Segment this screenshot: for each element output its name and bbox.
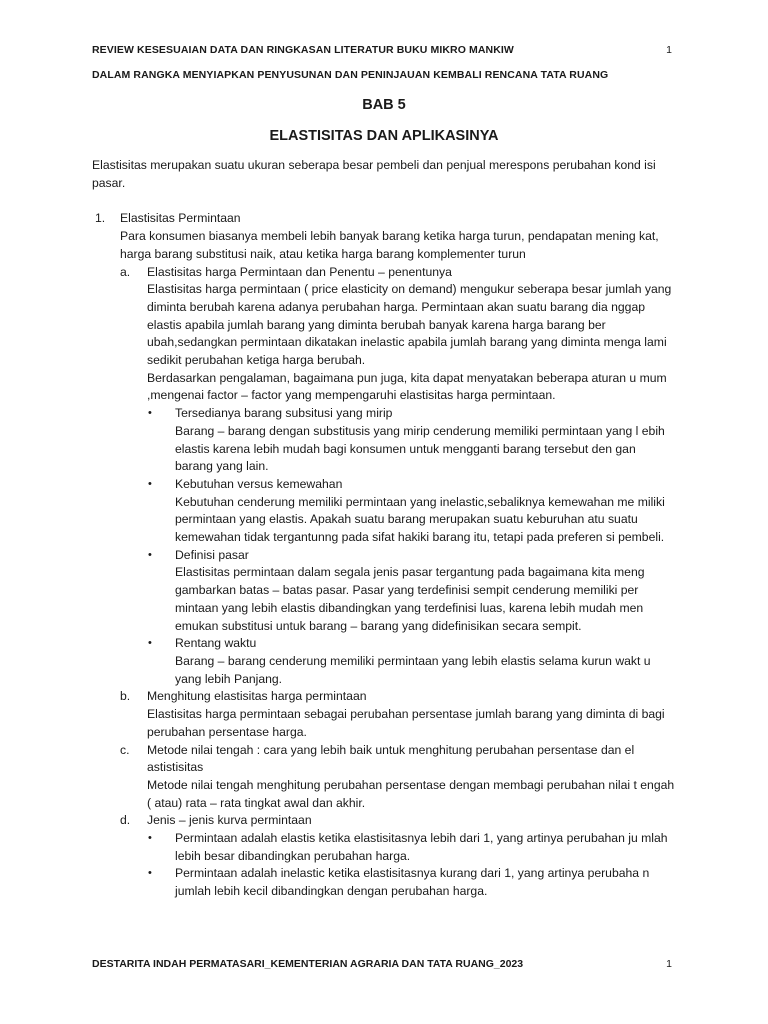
subsection-a-title: Elastisitas harga Permintaan dan Penentu – penentunya <box>147 264 452 279</box>
list-item <box>147 405 676 476</box>
footer-text: DESTARITA INDAH PERMATASARI_KEMENTERIAN AGRARIA DAN TATA RUANG_2023 <box>92 958 524 970</box>
section-1-title: Elastisitas Permintaan <box>120 211 241 226</box>
chapter-title: ELASTISITAS DAN APLIKASINYA <box>269 128 499 144</box>
list-item <box>147 635 676 688</box>
header-page-number: 1 <box>666 44 672 56</box>
bullet-icon: • <box>148 548 152 561</box>
subsection-c-marker: c. <box>120 742 130 757</box>
subsection-b-marker: b. <box>120 689 131 704</box>
bullet-text: Barang – barang cenderung memiliki permintaan yang lebih elastis selama kurun wakt u yang lebih Panjang. <box>175 653 651 686</box>
section-1 <box>92 210 676 900</box>
list-item <box>147 830 676 865</box>
bullet-title: Rentang waktu <box>175 636 257 651</box>
subsection-d-title: Jenis – jenis kurva permintaan <box>147 813 312 828</box>
intro-paragraph: Elastisitas merupakan suatu ukuran seberapa besar pembeli dan penjual merespons perubahan kond isi pasar. <box>92 158 656 190</box>
subsection-a-text2: Berdasarkan pengalaman, bagaimana pun juga, kita dapat menyatakan beberapa aturan u mum ,mengenai factor – factor yang mempengaruhi elastisitas harga permintaan. <box>147 370 667 403</box>
footer-page-number: 1 <box>666 958 672 970</box>
bullet-icon: • <box>148 832 152 845</box>
subsection-a-text1: Elastisitas harga permintaan ( price elasticity on demand) mengukur seberapa besar jumlah yang diminta berubah karena adanya perubahan harga. Permintaan akan suatu barang dia nggap elastis apabila jumlah barang yang diminta berubah banyak karena harga barang ber ubah,sedangkan permintaan dikatakan inelastic apabila jumlah barang yang diminta menga lami sedikit perubahan ketiga harga berubah. <box>147 282 672 368</box>
bullet-icon: • <box>148 407 152 420</box>
subsection-d <box>120 812 676 901</box>
subsection-c <box>120 742 676 813</box>
subsection-a <box>120 264 676 689</box>
header-title-line1: REVIEW KESESUAIAN DATA DAN RINGKASAN LITERATUR BUKU MIKRO MANKIW <box>92 44 514 56</box>
bullet-icon: • <box>148 867 152 880</box>
subsection-c-text: Metode nilai tengah menghitung perubahan persentase dengan membagi perubahan nilai t engah ( atau) rata – rata tingkat awal dan akhir. <box>147 777 675 810</box>
subsection-a-marker: a. <box>120 264 131 279</box>
bullet-text: Elastisitas permintaan dalam segala jenis pasar tergantung pada bagaimana kita meng gambarkan batas – batas pasar. Pasar yang terdefinisi sempit cenderung memiliki per mintaan yang lebih elastis dibandingkan yang terdefinisi luas, karena lebih mudah men emukan substitusi untuk barang – barang yang didefinisikan secara sempit. <box>175 565 645 633</box>
subsection-b-text: Elastisitas harga permintaan sebagai perubahan persentase jumlah barang yang diminta di bagi perubahan persentase harga. <box>147 707 665 739</box>
header-title-line2: DALAM RANGKA MENYIAPKAN PENYUSUNAN DAN PENINJAUAN KEMBALI RENCANA TATA RUANG <box>92 69 609 81</box>
bullet-title: Definisi pasar <box>175 547 249 562</box>
bullet-text: Kebutuhan cenderung memiliki permintaan yang inelastic,sebaliknya kemewahan me miliki permintaan yang elastis. Apakah suatu barang merupakan suatu keburuhan atu suatu kemewahan tidak tergantunng pada sifat hakiki barang itu, tetapi pada preferen si pembeli. <box>175 494 665 545</box>
list-item <box>147 547 676 636</box>
bullet-text: Barang – barang dengan substitusis yang mirip cenderung memiliki permintaan yang l ebih elastis karena lebih mudah bagi konsumen untuk mengganti barang tersebut den gan barang yang lain. <box>175 423 665 474</box>
bullet-title: Kebutuhan versus kemewahan <box>175 476 343 491</box>
bullet-text: Permintaan adalah inelastic ketika elastisitasnya kurang dari 1, yang artinya perubaha n jumlah lebih kecil dibandingkan dengan perubahan harga. <box>175 866 650 899</box>
section-1-text: Para konsumen biasanya membeli lebih banyak barang ketika harga turun, pendapatan mening kat, harga barang substitusi naik, atau ketika harga barang komplementer turun <box>120 229 659 261</box>
section-1-marker: 1. <box>95 211 106 226</box>
chapter-label: BAB 5 <box>362 97 406 113</box>
bullet-icon: • <box>148 477 152 490</box>
bullet-icon: • <box>148 637 152 650</box>
bullet-text: Permintaan adalah elastis ketika elastisitasnya lebih dari 1, yang artinya perubahan ju mlah lebih besar dibandingkan perubahan harga. <box>175 831 668 863</box>
list-item <box>147 865 676 900</box>
subsection-d-marker: d. <box>120 813 131 828</box>
bullet-title: Tersedianya barang subsitusi yang mirip <box>175 406 393 421</box>
subsection-b <box>120 688 676 741</box>
subsection-b-title: Menghitung elastisitas harga permintaan <box>147 689 367 704</box>
list-item <box>147 476 676 547</box>
subsection-c-title: Metode nilai tengah : cara yang lebih baik untuk menghitung perubahan persentase dan el astistisitas <box>147 742 635 775</box>
document-body <box>92 157 676 901</box>
